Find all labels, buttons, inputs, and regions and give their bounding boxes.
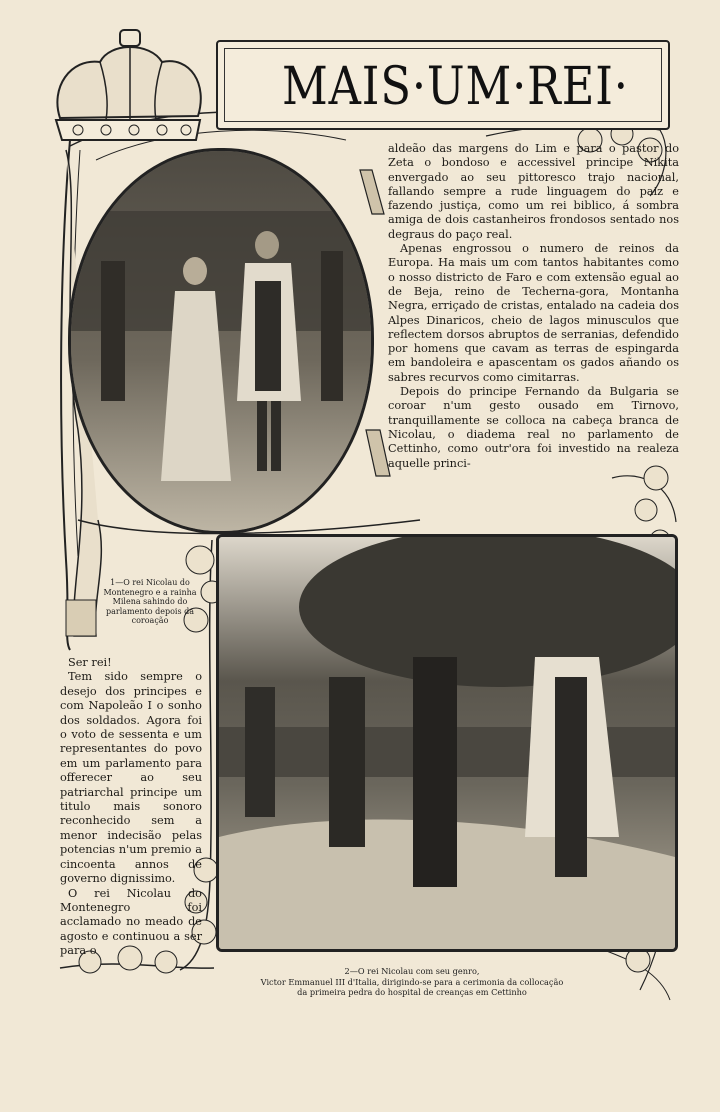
photo-king-victor-emmanuel-image xyxy=(219,537,675,949)
article-paragraph: O rei Nicolau do Montenegro foi acclamado no meado de agosto e continuou a ser para o xyxy=(60,886,202,958)
crown-icon xyxy=(50,28,210,158)
page-title: MAIS·UM·REI· xyxy=(282,57,629,117)
photo-king-queen xyxy=(68,148,374,534)
title-banner xyxy=(216,40,670,130)
photo-king-queen-image xyxy=(71,151,371,531)
photo2-caption-line: Victor Emmanuel III d'Italia, dirigindo-se para a cerimonia da collocação xyxy=(260,976,564,987)
photo2-caption-line: 2—O rei Nicolau com seu genro, xyxy=(344,966,480,976)
article-paragraph: Apenas engrossou o numero de reinos da Europa. Ha mais um com tantos habitantes como o nosso districto de Faro e com extensão egual ao de Beja, reino de Techerna-gora, Montanha Negra, erriçado de cristas, entalado na cadeia dos Alpes Dinaricos, cheio de lagos minusculos que reflectem dorsos abruptos de serranias, defendido por homens que cavam as terras de espingarda em bandoleira e apascentam os gados añando os sabres recurvos como cimitarras. xyxy=(388,242,679,384)
article-paragraph: Depois do principe Fernando da Bulgaria se coroar n'um gesto ousado em Tirnovo, tranquillamente se colloca na cabeça branca de Nicolau, o diadema real no parlamento de Cettinho, como outr'ora foi investido na realeza aquelle princi- xyxy=(388,385,679,470)
photo2-caption-line: da primeira pedra do hospital de creanças em Cettinho xyxy=(297,987,527,997)
photo1-caption: 1—O rei Nicolau do Montenegro e a rainha Milena sahindo do parlamento depois da coroação xyxy=(103,578,197,626)
article-paragraph: aldeão das margens do Lim e para o pastor do Zeta o bondoso e accessivel principe Nikita envergado ao seu pittoresco trajo nacional, fallando sempre a rude linguagem do paiz e fazendo justiça, como um rei biblico, á sombra amiga de dois castanheiros frondosos sentado nos degraus do paço real. xyxy=(388,142,679,241)
photo2-caption xyxy=(216,966,608,998)
photo-king-victor-emmanuel xyxy=(216,534,678,952)
article-left-column xyxy=(60,656,202,959)
article-paragraph: Tem sido sempre o desejo dos principes e com Napoleão I o sonho dos soldados. Agora foi o voto de sessenta e um representantes do povo em um parlamento para offerecer ao seu patriarchal principe um titulo mais sonoro reconhecido sem a menor indecisão pelas potencias n'um premio a cincoenta annos de governo dignissimo. xyxy=(60,670,202,886)
article-right-column xyxy=(388,142,679,471)
article-paragraph: Ser rei! xyxy=(68,656,112,669)
